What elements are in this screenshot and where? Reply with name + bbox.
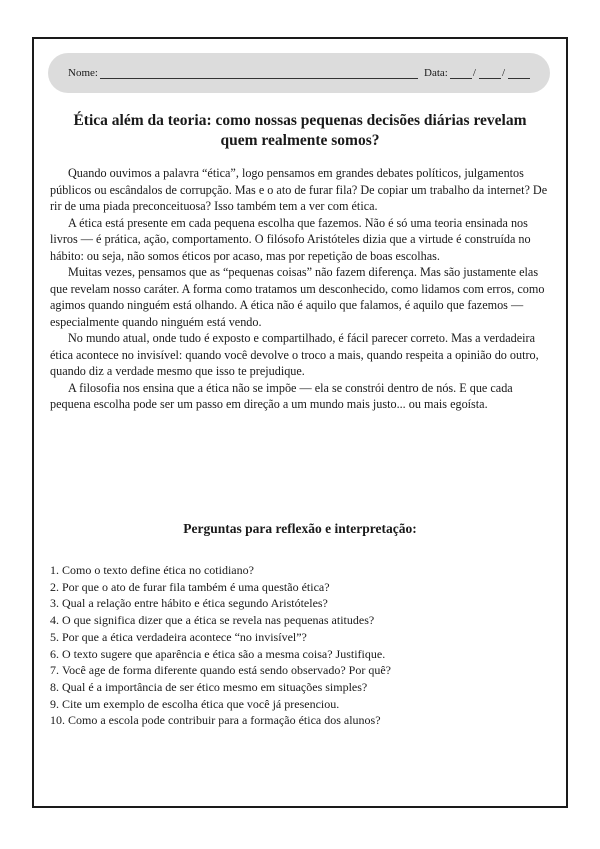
question-text: Qual a relação entre hábito e ética segundo Aristóteles? <box>62 596 328 611</box>
date-year-blank[interactable] <box>508 67 530 79</box>
question-number: 7. <box>50 663 59 678</box>
question-item <box>50 612 550 629</box>
question-number: 3. <box>50 596 59 611</box>
question-number: 8. <box>50 679 59 694</box>
question-item <box>50 712 550 729</box>
paragraph: Muitas vezes, pensamos que as “pequenas coisas” não fazem diferença. Mas são justamente elas que revelam nosso caráter. A forma como tratamos um desconhecido, como lidamos com erros, como agimos quando ninguém está olhando. A ética não é aquilo que falamos, é aquilo que fazemos — especialmente quando ninguém está vendo. <box>50 265 545 329</box>
question-item <box>50 629 550 646</box>
name-field <box>68 67 424 79</box>
question-number: 1. <box>50 563 59 577</box>
question-item <box>50 562 550 579</box>
question-number: 10. <box>50 713 65 728</box>
question-text: Por que o ato de furar fila também é uma questão ética? <box>62 579 330 594</box>
question-item <box>50 595 550 612</box>
question-text: Como a escola pode contribuir para a formação ética dos alunos? <box>68 713 381 728</box>
question-text: Cite um exemplo de escolha ética que você já presenciou. <box>62 696 340 711</box>
question-item <box>50 579 550 596</box>
question-item <box>50 646 550 663</box>
question-text: Qual é a importância de ser ético mesmo em situações simples? <box>62 679 368 694</box>
date-separator: / <box>472 67 476 79</box>
paragraph: A filosofia nos ensina que a ética não se impõe — ela se constrói dentro de nós. E que cada pequena escolha pode ser um passo em direção a um mundo mais justo... ou mais egoísta. <box>50 380 513 411</box>
date-month-blank[interactable] <box>479 67 501 79</box>
question-item <box>50 662 550 679</box>
question-text: Como o texto define ética no cotidiano? <box>62 563 254 577</box>
name-label: Nome: <box>68 67 98 79</box>
question-item <box>50 696 550 713</box>
date-separator: / <box>501 67 505 79</box>
question-item <box>50 679 550 696</box>
date-field <box>424 67 530 79</box>
student-info-header <box>48 53 550 93</box>
date-label: Data: <box>424 67 448 79</box>
question-text: Você age de forma diferente quando está sendo observado? Por quê? <box>62 663 391 678</box>
question-number: 6. <box>50 646 59 661</box>
questions-list <box>50 562 550 729</box>
paragraph: Quando ouvimos a palavra “ética”, logo pensamos em grandes debates políticos, julgamentos públicos ou escândalos de corrupção. Mas e o ato de furar fila? De copiar um trabalho da internet? De rir de uma piada preconceituosa? Isso também tem a ver com ética. <box>50 166 548 213</box>
article-body <box>50 165 550 413</box>
question-text: Por que a ética verdadeira acontece “no invisível”? <box>62 629 307 644</box>
question-number: 4. <box>50 613 59 628</box>
name-blank-line[interactable] <box>100 67 418 79</box>
worksheet-frame <box>32 37 568 808</box>
question-number: 2. <box>50 579 59 594</box>
paragraph: No mundo atual, onde tudo é exposto e compartilhado, é fácil parecer correto. Mas a verdadeira ética acontece no invisível: quando você devolve o troco a mais, quando respeita a opinião do outro, quando diz a verdade mesmo que isso te prejudique. <box>50 331 539 378</box>
question-text: O que significa dizer que a ética se revela nas pequenas atitudes? <box>62 613 375 628</box>
question-number: 9. <box>50 696 59 711</box>
question-text: O texto sugere que aparência e ética são a mesma coisa? Justifique. <box>62 646 386 661</box>
question-number: 5. <box>50 629 59 644</box>
paragraph: A ética está presente em cada pequena escolha que fazemos. Não é só uma teoria ensinada nos livros — é prática, ação, comportamento. O filósofo Aristóteles dizia que a virtude é construída no hábito: ou seja, não somos éticos por acaso, mas por repetição de boas escolhas. <box>50 215 531 263</box>
date-day-blank[interactable] <box>450 67 472 79</box>
page-title: Ética além da teoria: como nossas pequenas decisões diárias revelam quem realmente somos? <box>73 112 527 149</box>
questions-heading: Perguntas para reflexão e interpretação: <box>183 521 417 536</box>
